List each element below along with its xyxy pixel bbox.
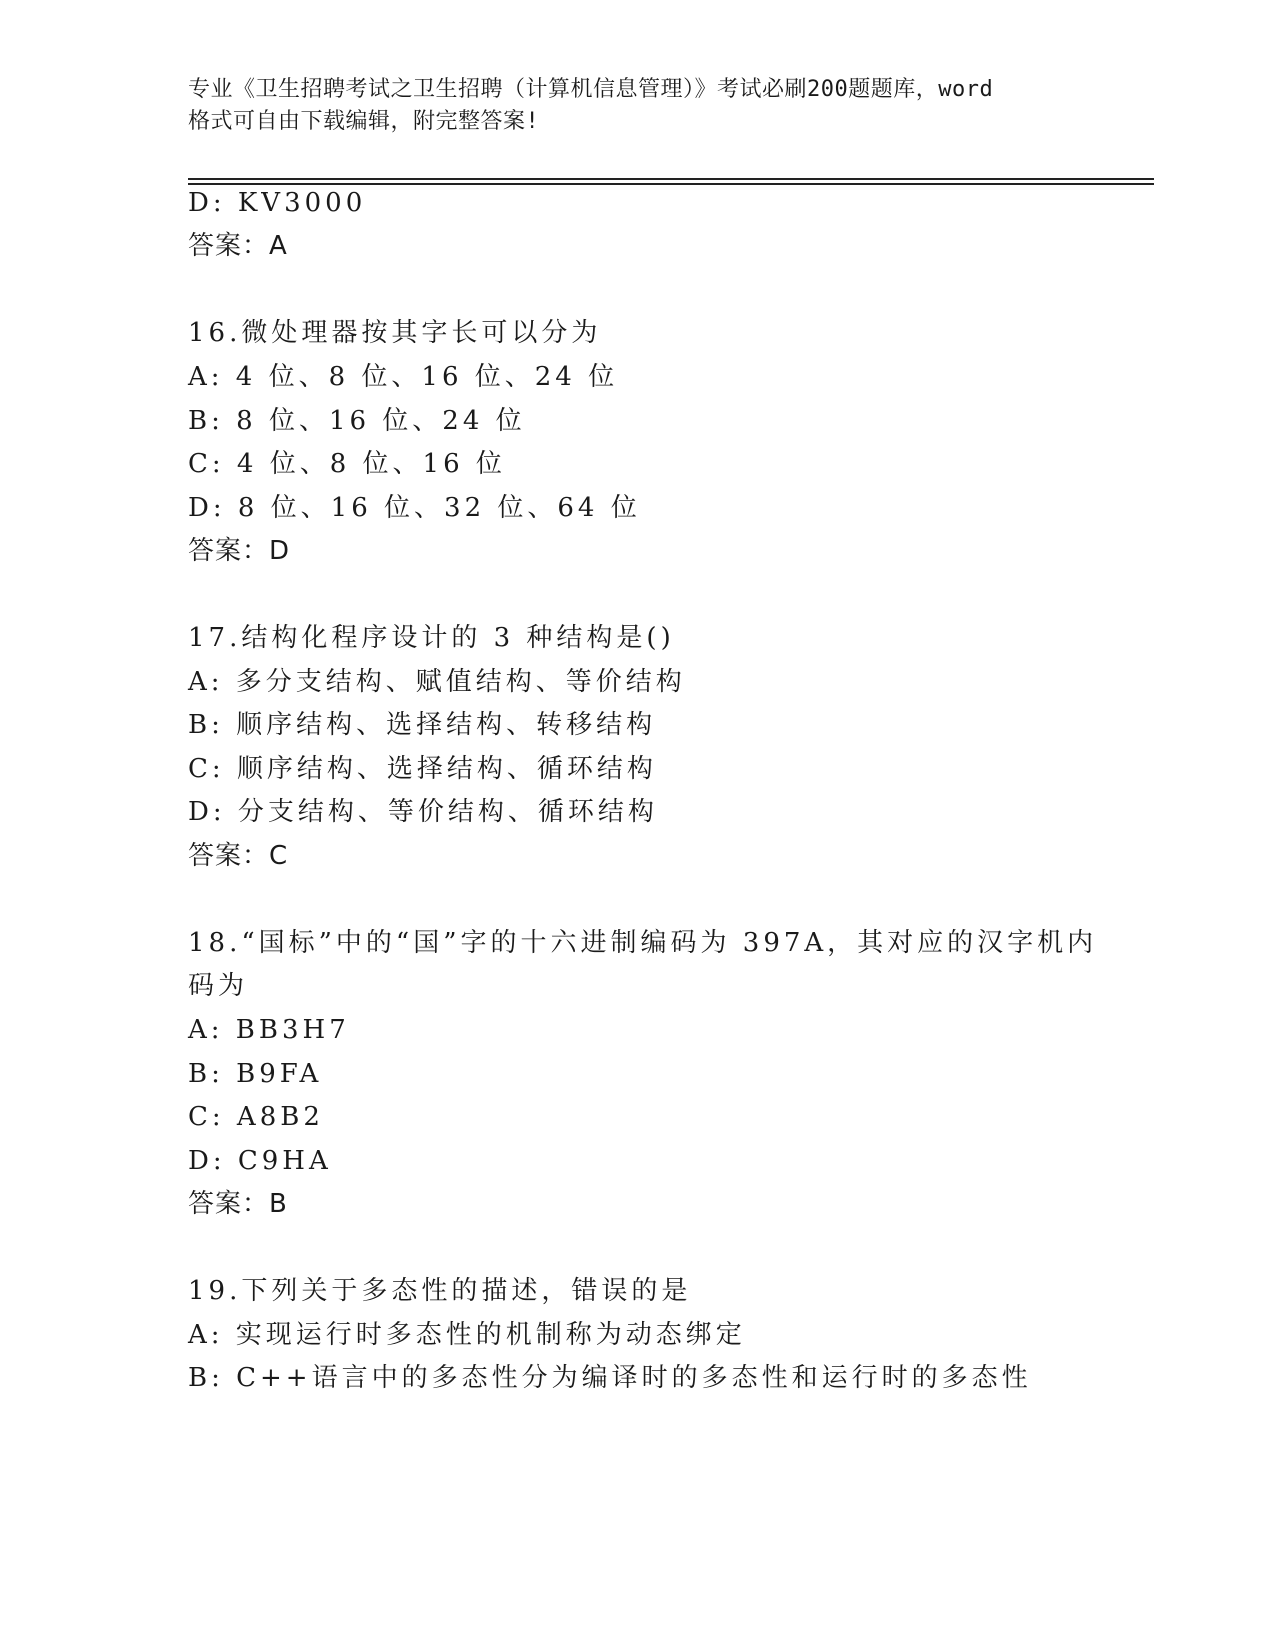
q16-answer: 答案：D <box>188 536 291 566</box>
q18-answer: 答案：B <box>188 1189 288 1219</box>
q18-question-line-2: 码为 <box>188 971 249 1001</box>
header-divider-bottom <box>188 183 1154 185</box>
q18-option-c: C: A8B2 <box>188 1102 324 1132</box>
prev-option-d: D: KV3000 <box>188 188 367 218</box>
document-header <box>188 74 1088 138</box>
q17-option-c: C: 顺序结构、选择结构、循环结构 <box>188 754 657 784</box>
q17-answer: 答案：C <box>188 841 289 871</box>
q16-question: 16.微处理器按其字长可以分为 <box>188 318 602 348</box>
header-divider-top <box>188 178 1154 180</box>
q19-option-b: B: C++语言中的多态性分为编译时的多态性和运行时的多态性 <box>188 1363 1032 1393</box>
q17-option-a: A: 多分支结构、赋值结构、等价结构 <box>188 667 686 697</box>
q18-option-b: B: B9FA <box>188 1059 323 1089</box>
q17-question: 17.结构化程序设计的 3 种结构是() <box>188 623 675 653</box>
header-line-1: 专业《卫生招聘考试之卫生招聘（计算机信息管理）》考试必刷200题题库，word <box>188 77 994 102</box>
q16-option-d: D: 8 位、16 位、32 位、64 位 <box>188 493 641 523</box>
q18-option-a: A: BB3H7 <box>188 1015 350 1045</box>
q18-question-line-1: 18.“国标”中的“国”字的十六进制编码为 397A，其对应的汉字机内 <box>188 928 1098 958</box>
q18-option-d: D: C9HA <box>188 1146 332 1176</box>
q16-option-c: C: 4 位、8 位、16 位 <box>188 449 506 479</box>
q19-option-a: A: 实现运行时多态性的机制称为动态绑定 <box>188 1320 746 1350</box>
prev-answer: 答案：A <box>188 231 288 261</box>
header-line-2: 格式可自由下载编辑，附完整答案! <box>188 109 540 134</box>
q17-option-d: D: 分支结构、等价结构、循环结构 <box>188 797 658 827</box>
q17-option-b: B: 顺序结构、选择结构、转移结构 <box>188 710 657 740</box>
q19-question: 19.下列关于多态性的描述，错误的是 <box>188 1276 692 1306</box>
q16-option-b: B: 8 位、16 位、24 位 <box>188 406 526 436</box>
q16-option-a: A: 4 位、8 位、16 位、24 位 <box>188 362 619 392</box>
